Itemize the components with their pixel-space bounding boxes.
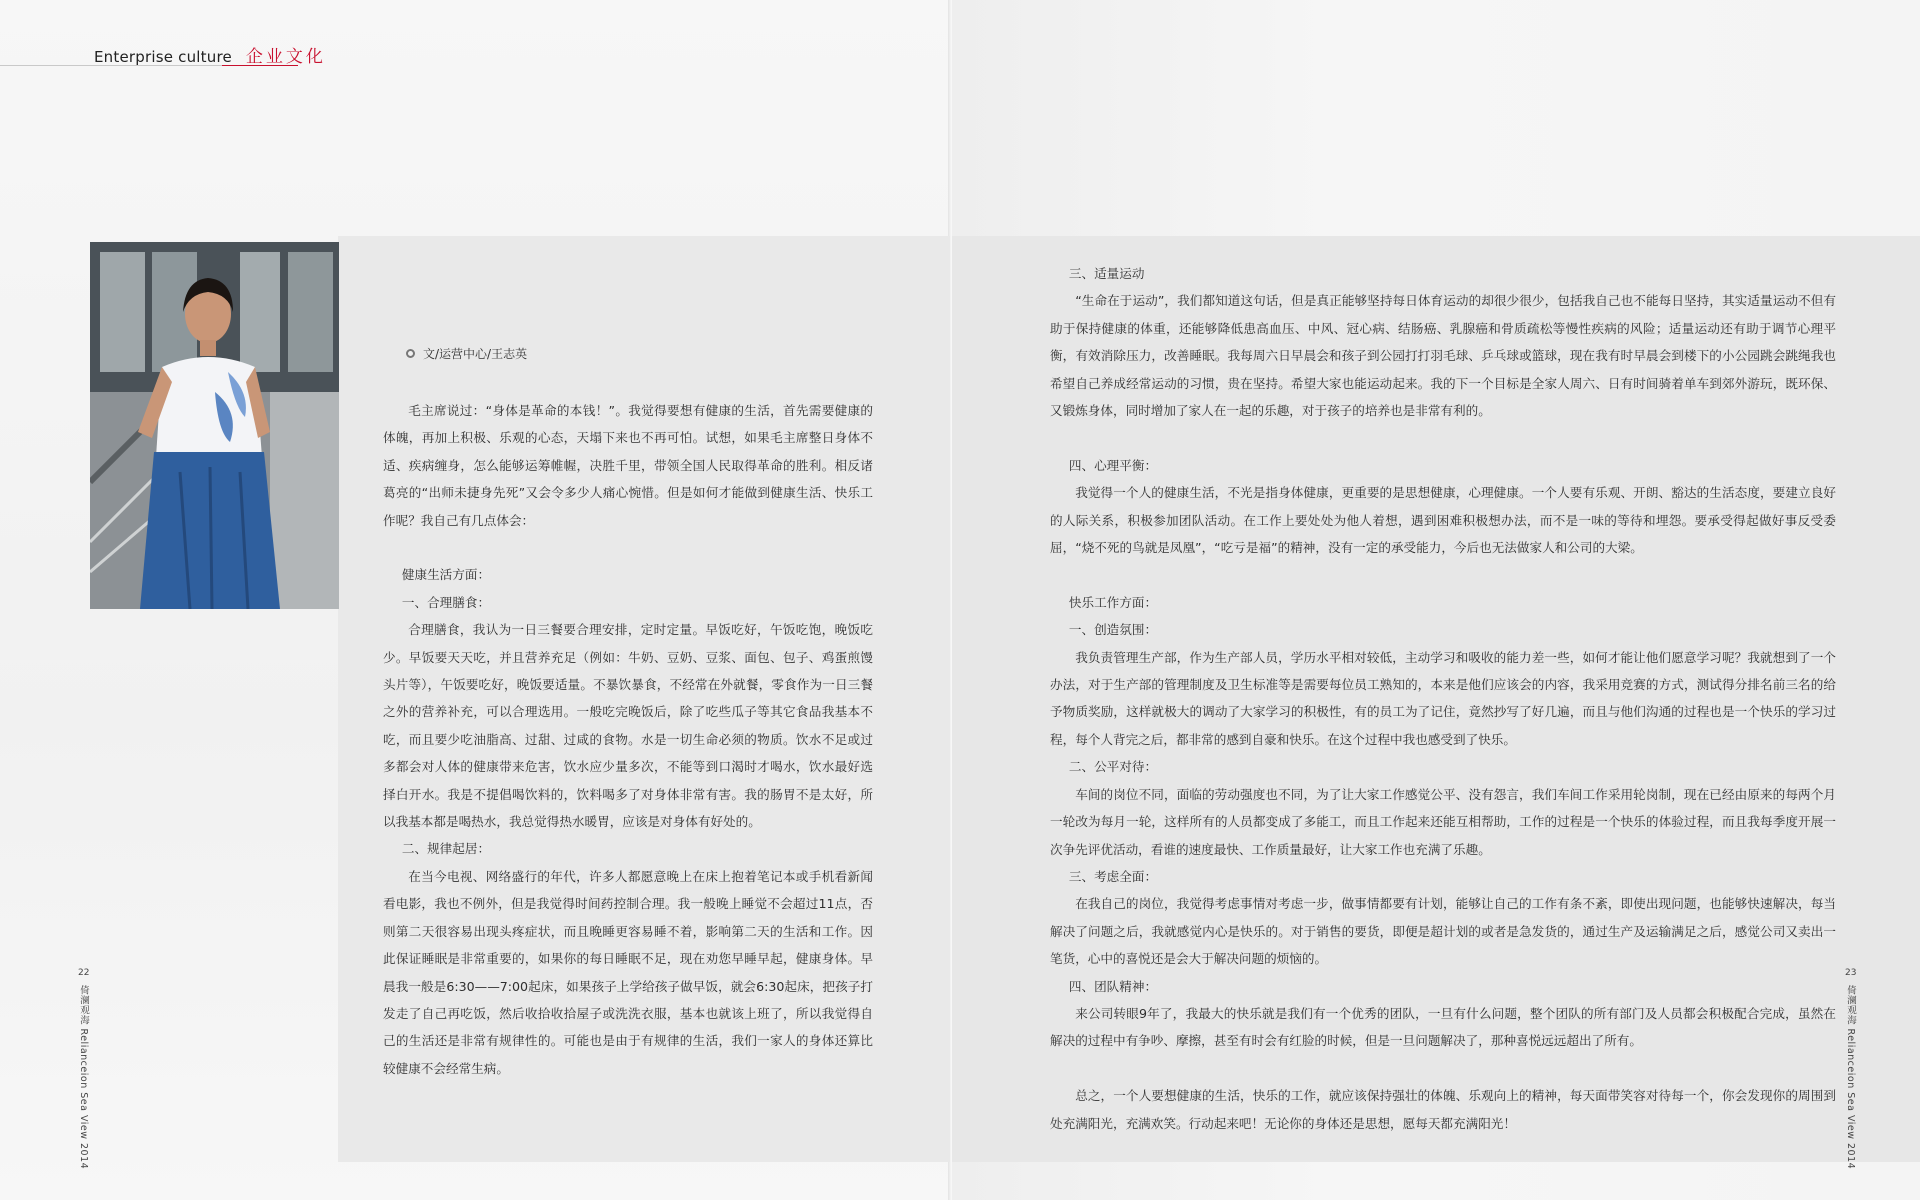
paragraph: 在我自己的岗位，我觉得考虑事情对考虑一步，做事情都要有计划，能够让自己的工作有条不紊，即使出现问题，也能够快速解决，每当解决了问题之后，我就感觉内心是快乐的。对于销售的要货，即便是超计划的或者是急发货的，通过生产及运输满足之后，感觉公司又卖出一笔货，心中的喜悦还是会大于解决问题的烦恼的。 <box>1050 896 1836 967</box>
section-title-en: Enterprise culture <box>94 48 232 66</box>
subheading: 一、合理膳食： <box>401 594 491 610</box>
subheading: 二、公平对待： <box>1068 759 1158 775</box>
subheading: 三、考虑全面： <box>1068 868 1158 884</box>
magazine-name-right <box>1843 985 1857 1169</box>
paragraph: 我觉得一个人的健康生活，不光是指身体健康，更重要的是思想健康，心理健康。一个人要有乐观、开朗、豁达的生活态度，要建立良好的人际关系，积极参加团队活动。在工作上要处处为他人着想，遇到困难积极想办法，而不是一味的等待和埋怨。要承受得起做好事反受委屈，“烧不死的鸟就是凤凰”，“吃亏是福”的精神，没有一定的承受能力，今后也无法做家人和公司的大梁。 <box>1050 485 1836 556</box>
paragraph: 来公司转眼9年了，我最大的快乐就是我们有一个优秀的团队，一旦有什么问题，整个团队的所有部门及人员都会积极配合完成，虽然在解决的过程中有争吵、摩擦，甚至有时会有红脸的时候，但是一旦问题解决了，那种喜悦远远超出了所有。 <box>1050 1005 1836 1049</box>
closing-paragraph: 总之，一个人要想健康的生活，快乐的工作，就应该保持强壮的体魄、乐观向上的精神，每天面带笑容对待每一个，你会发现你的周围到处充满阳光，充满欢笑。行动起来吧！无论你的身体还是思想，愿每天都充满阳光！ <box>1050 1088 1836 1131</box>
paragraph: “生命在于运动”，我们都知道这句话，但是真正能够坚持每日体育运动的却很少很少，包括我自己也不能每日坚持，其实适量运动不但有助于保持健康的体重，还能够降低患高血压、中风、冠心病、结肠癌、乳腺癌和骨质疏松等慢性疾病的风险；适量运动还有助于调节心理平衡，有效消除压力，改善睡眠。我每周六日早晨会和孩子到公园打打羽毛球、乒乓球或篮球，现在我有时早晨会到楼下的小公园跳会跳绳我也希望自己养成经常运动的习惯，贵在坚持。希望大家也能运动起来。我的下一个目标是全家人周六、日有时间骑着单车到郊外游玩，既环保、又锻炼身体，同时增加了家人在一起的乐趣，对于孩子的培养也是非常有利的。 <box>1050 293 1836 419</box>
magazine-name-en: Relianceion Sea View 2014 <box>1845 1028 1856 1170</box>
page-number-left: 22 <box>78 968 90 978</box>
author-photo <box>90 242 339 609</box>
section-title-cn: 企业文化 <box>245 47 326 67</box>
section-heading: 快乐工作方面： <box>1068 594 1158 610</box>
subheading: 四、团队精神： <box>1068 978 1158 994</box>
subheading: 二、规律起居： <box>401 841 491 857</box>
paragraph: 我负责管理生产部，作为生产部人员，学历水平相对较低，主动学习和吸收的能力差一些，如何才能让他们愿意学习呢？我就想到了一个办法，对于生产部的管理制度及卫生标准等是需要每位员工熟知的，本来是他们应该会的内容，我采用竞赛的方式，测试得分排名前三名的给予物质奖励，这样就极大的调动了大家学习的积极性，有的员工为了记住，竟然抄写了好几遍，而且与他们沟通的过程也是一个快乐的学习过程，每个人背完之后，都非常的感到自豪和快乐。在这个过程中我也感受到了快乐。 <box>1050 649 1836 747</box>
byline-text: 文/运营中心/王志英 <box>423 347 528 361</box>
magazine-name-cn: 倚澜观海 <box>78 985 89 1025</box>
magazine-name-en: Relianceion Sea View 2014 <box>78 1028 89 1170</box>
right-article-column <box>1050 260 1836 1137</box>
left-article-column <box>383 397 873 1082</box>
magazine-name-left <box>76 985 90 1169</box>
section-header <box>94 42 326 67</box>
page-number-right: 23 <box>1845 968 1857 978</box>
paragraph: 合理膳食，我认为一日三餐要合理安排，定时定量。早饭吃好，午饭吃饱，晚饭吃少。早饭要天天吃，并且营养充足（例如：牛奶、豆奶、豆浆、面包、包子、鸡蛋煎馒头片等），午饭要吃好，晚饭要适量。不暴饮暴食，不经常在外就餐，零食作为一日三餐之外的营养补充，可以合理选用。一般吃完晚饭后，除了吃些瓜子等其它食品我基本不吃，而且要少吃油脂高、过甜、过咸的食物。水是一切生命必须的物质。饮水不足或过多都会对人体的健康带来危害，饮水应少量多次，不能等到口渴时才喝水，饮水最好选择白开水。我是不提倡喝饮料的，饮料喝多了对身体非常有害。我的肠胃不是太好，所以我基本都是喝热水，我总觉得热水暖胃，应该是对身体有好处的。 <box>383 622 873 830</box>
paragraph: 毛主席说过：“身体是革命的本钱！”。我觉得要想有健康的生活，首先需要健康的体魄，再加上积极、乐观的心态，天塌下来也不再可怕。试想，如果毛主席整日身体不适、疾病缠身，怎么能够运筹帷幄，决胜千里，带领全国人民取得革命的胜利。相反诸葛亮的“出师未捷身先死”又会令多少人痛心惋惜。但是如何才能做到健康生活、快乐工作呢？我自己有几点体会： <box>383 403 873 528</box>
subheading: 四、心理平衡： <box>1068 457 1158 473</box>
paragraph: 车间的岗位不同，面临的劳动强度也不同，为了让大家工作感觉公平、没有怨言，我们车间工作采用轮岗制，现在已经由原来的每两个月一轮改为每月一轮，这样所有的人员都变成了多能工，而且工作起来还能互相帮助，工作的过程是一个快乐的体验过程，而且我每季度开展一次争先评优活动，看谁的速度最快、工作质量最好，让大家工作也充满了乐趣。 <box>1050 786 1836 857</box>
subheading: 三、适量运动 <box>1068 266 1145 281</box>
paragraph: 在当今电视、网络盛行的年代，许多人都愿意晚上在床上抱着笔记本或手机看新闻看电影，我也不例外，但是我觉得时间药控制合理。我一般晚上睡觉不会超过11点，否则第二天很容易出现头疼症状，而且晚睡更容易睡不着，影响第二天的生活和工作。因此保证睡眠是非常重要的，如果你的每日睡眠不足，现在劝您早睡早起，健康身体。早晨我一般是6:30——7:00起床，如果孩子上学给孩子做早饭，就会6:30起床，把孩子打发走了自己再吃饭，然后收拾收拾屋子或洗洗衣服，基本也就该上班了，所以我觉得自己的生活还是非常有规律性的。可能也是由于有规律的生活，我们一家人的身体还算比较健康不会经常生病。 <box>383 868 873 1076</box>
section-heading: 健康生活方面： <box>401 567 491 583</box>
subheading: 一、创造氛围： <box>1068 622 1158 638</box>
magazine-name-cn: 倚澜观海 <box>1845 985 1856 1025</box>
bullet-icon <box>406 349 415 358</box>
byline <box>406 345 527 362</box>
